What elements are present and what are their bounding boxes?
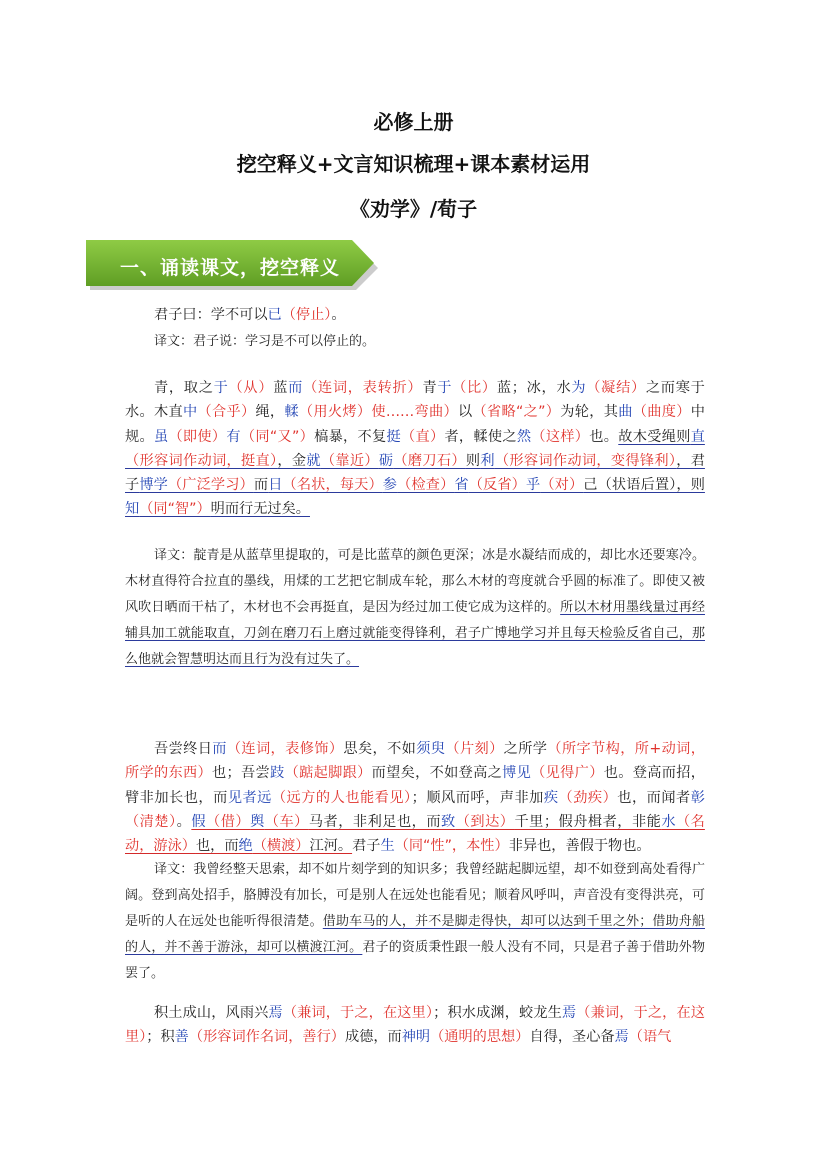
text-span: 为轮，其 [560, 404, 619, 421]
annotation: （合乎） [197, 404, 256, 421]
keyword: 省 [454, 477, 469, 494]
keyword: 然 [516, 428, 532, 445]
keyword: 輮 [284, 404, 299, 421]
text-span: 以 [458, 404, 473, 421]
text-span: 槁暴，不复 [314, 428, 387, 445]
text-span: ，金 [277, 452, 307, 469]
keyword: 博见 [502, 765, 532, 782]
translation-1: 译文：君子说：学习是不可以停止的。 [154, 334, 376, 349]
annotation: （到达） [455, 813, 515, 830]
annotation: （兼词，于之，在这里） [282, 1005, 434, 1021]
keyword: 焉 [561, 1005, 577, 1021]
annotation: （通明的思想） [430, 1029, 530, 1046]
text-span: 积土成山，风雨兴 [154, 1005, 269, 1021]
section-heading: 一、诵读课文，挖空释义 [120, 257, 341, 279]
text-span: 也，而 [195, 838, 239, 855]
text-span: 而望矣，不如登高之 [371, 765, 503, 782]
keyword: 于 [437, 380, 453, 396]
keyword: 生 [380, 838, 395, 855]
translation-text: 译文：靛青是从蓝草里提取的，可是比蓝草的颜色更深；冰是水凝结而成的，却比水还要寒冷。木材直得符合拉直的墨线，用煣的工艺把它制成车轮，那么木材的弯度就合乎圆的标准了。即使又被风吹日晒而干枯了，木材也不会再挺直，是因为经过加工使它成为这样的。 [125, 548, 705, 615]
text-span: 马者，非利足也，而 [308, 813, 442, 830]
text-span: 君子 [352, 838, 381, 855]
annotation: （车） [264, 813, 309, 830]
text-span: 非异也，善假于物也。 [508, 838, 651, 855]
annotation: （清楚） [125, 813, 177, 830]
annotation: （连词，表修饰） [226, 741, 344, 757]
paragraph-2 [125, 376, 705, 522]
annotation: （磨刀石） [393, 452, 466, 469]
keyword: 舆 [250, 813, 265, 830]
keyword: 中 [182, 404, 198, 421]
annotation: （曲度） [632, 404, 691, 421]
annotation: （从） [228, 380, 274, 396]
annotation: （形容词作动词，变得锋利） [494, 452, 677, 469]
doc-title-lesson: 《劝学》/荀子 [349, 197, 478, 221]
text-span: 君子曰：学不可以 [154, 307, 268, 323]
annotation: （语气 [628, 1029, 672, 1046]
text-span: 自得，圣心备 [529, 1029, 615, 1046]
keyword: 乎 [526, 477, 541, 494]
paragraph-3 [125, 737, 705, 858]
text-span: 者，輮使之 [444, 428, 517, 445]
keyword: 虽 [153, 428, 169, 445]
annotation: （反省） [468, 477, 526, 494]
keyword: 有 [226, 428, 241, 445]
keyword: 跂 [270, 765, 285, 782]
keyword: 水 [661, 813, 676, 830]
translation-text: 君子的资质秉性跟一般人没有不同，只是君子善于借助外物罢了。 [125, 940, 705, 981]
keyword: 已 [267, 307, 282, 323]
keyword: 砺 [378, 452, 394, 469]
annotation: （所字节构，所+动词，所学的东西） [125, 741, 705, 782]
annotation: （广泛学习） [167, 477, 254, 494]
annotation: （即使） [168, 428, 227, 445]
text-span: 蓝；冰，水 [496, 380, 572, 396]
annotation: （同“性”，本性） [394, 838, 509, 855]
annotation: （片刻） [445, 741, 504, 757]
text-span: 吾尝终日 [154, 741, 213, 757]
text-span: 也，而闻者 [617, 789, 691, 806]
annotation: （用火烤）使……弯曲） [298, 404, 459, 421]
annotation: （劲疾） [558, 789, 618, 806]
text-span: ；顺风而呼，声非加 [411, 789, 544, 806]
keyword: 挺 [386, 428, 401, 445]
keyword: 致 [441, 813, 456, 830]
annotation: （兼词，于之，在这里） [125, 1005, 705, 1046]
annotation: （停止） [281, 307, 332, 323]
annotation: （对） [540, 477, 584, 494]
text-span: ，君子 [125, 452, 705, 494]
annotation: （见得广） [531, 765, 604, 782]
text-span: 江河。 [309, 838, 353, 855]
annotation: （同“又”） [240, 428, 315, 445]
text-span: 也；吾尝 [212, 765, 271, 782]
annotation: （直） [401, 428, 445, 445]
keyword: 日 [268, 477, 283, 494]
text-span: 成德，而 [344, 1029, 402, 1046]
text-span: 蓝 [273, 380, 289, 396]
text-span: 故木受绳则 [618, 428, 691, 445]
annotation: （连词，表转折） [303, 380, 423, 396]
text-span: 。 [176, 813, 192, 830]
keyword: 焉 [268, 1005, 283, 1021]
text-span: 己（状语后置），则 [583, 477, 705, 494]
text-span: 绳， [255, 404, 285, 421]
annotation: （远方的人也能看见） [271, 789, 412, 806]
annotation: （比） [452, 380, 497, 396]
paragraph-1 [125, 303, 705, 327]
keyword: 绝 [238, 838, 253, 855]
annotation: （凝结） [586, 380, 646, 396]
keyword: 博学 [139, 477, 168, 494]
text-span: 千里；假舟楫者，非能 [514, 813, 662, 830]
text-span: 青 [422, 380, 438, 396]
text-span: 。 [331, 307, 346, 323]
annotation: （借） [206, 813, 251, 830]
translation-text: 译文：我曾经整天思索，却不如片刻学到的知识多；我曾经踮起脚远望，却不如登到高处看得广阔。登到高处招手，胳膊没有加长，可是别人在远处也能看见；顺着风呼叫，声音没有变得洪亮，可是听的人在远处也能听得很清楚。 [125, 862, 705, 929]
keyword: 直 [690, 428, 705, 445]
keyword: 为 [571, 380, 587, 396]
text-span: 之所学 [503, 741, 548, 757]
keyword: 就 [306, 452, 321, 469]
keyword: 曲 [618, 404, 633, 421]
annotation: （名状，每天） [282, 477, 383, 494]
annotation: （同“智”） [139, 501, 211, 518]
text-span: 明而行无过矣。 [210, 501, 310, 518]
doc-title-subtitle: 挖空释义+文言知识梳理+课本素材运用 [236, 152, 591, 176]
keyword: 利 [480, 452, 495, 469]
keyword: 神明 [401, 1029, 431, 1046]
annotation: （这样） [531, 428, 590, 445]
text-span: 青，取之 [154, 380, 214, 396]
text-span: 则 [465, 452, 481, 469]
keyword: 善 [174, 1029, 189, 1046]
annotation: （形容词作名词，善行） [188, 1029, 345, 1046]
text-span: 中规。 [125, 404, 705, 445]
keyword: 假 [191, 813, 207, 830]
text-span: 也。登高而招，臂非加长也，而 [125, 765, 705, 806]
annotation: （横渡） [252, 838, 310, 855]
text-span: 思矣，不如 [343, 741, 417, 757]
text-span: 也。 [589, 428, 619, 445]
text-span: ；积水成渊，蛟龙生 [433, 1005, 562, 1021]
paragraph-4 [125, 1001, 705, 1050]
translation-text-underlined: 借助车马的人，并不是脚走得快，却可以达到千里之外；借助舟船的人，并不善于游泳，却可以横渡江河。 [125, 914, 705, 955]
annotation: （名动，游泳） [125, 813, 705, 855]
annotation: （靠近） [320, 452, 379, 469]
annotation: （形容词作动词，挺直） [125, 452, 278, 469]
translation-text-underlined: 所以木材用墨线量过再经辅具加工就能取直，刀剑在磨刀石上磨过就能变得锋利，君子广博地学习并且每天检验反省自己，那么他就会智慧明达而且行为没有过失了。 [125, 600, 705, 667]
keyword: 而 [212, 741, 227, 757]
annotation: （踮起脚跟） [284, 765, 372, 782]
keyword: 于 [213, 380, 229, 396]
keyword: 须臾 [416, 741, 446, 757]
keyword: 疾 [543, 789, 559, 806]
text-span: 之而寒于水。木直 [125, 380, 705, 421]
translation-3 [125, 857, 705, 987]
keyword: 知 [125, 501, 140, 518]
keyword: 参 [382, 477, 398, 494]
keyword: 而 [288, 380, 304, 396]
keyword: 彰 [690, 789, 705, 806]
text-span: 而 [253, 477, 269, 494]
doc-title-volume: 必修上册 [373, 110, 454, 134]
keyword: 见者远 [227, 789, 272, 806]
translation-2 [125, 543, 705, 673]
text-span: ；积 [146, 1029, 175, 1046]
keyword: 焉 [614, 1029, 629, 1046]
annotation: （检查） [397, 477, 455, 494]
annotation: （省略“之”） [472, 404, 561, 421]
